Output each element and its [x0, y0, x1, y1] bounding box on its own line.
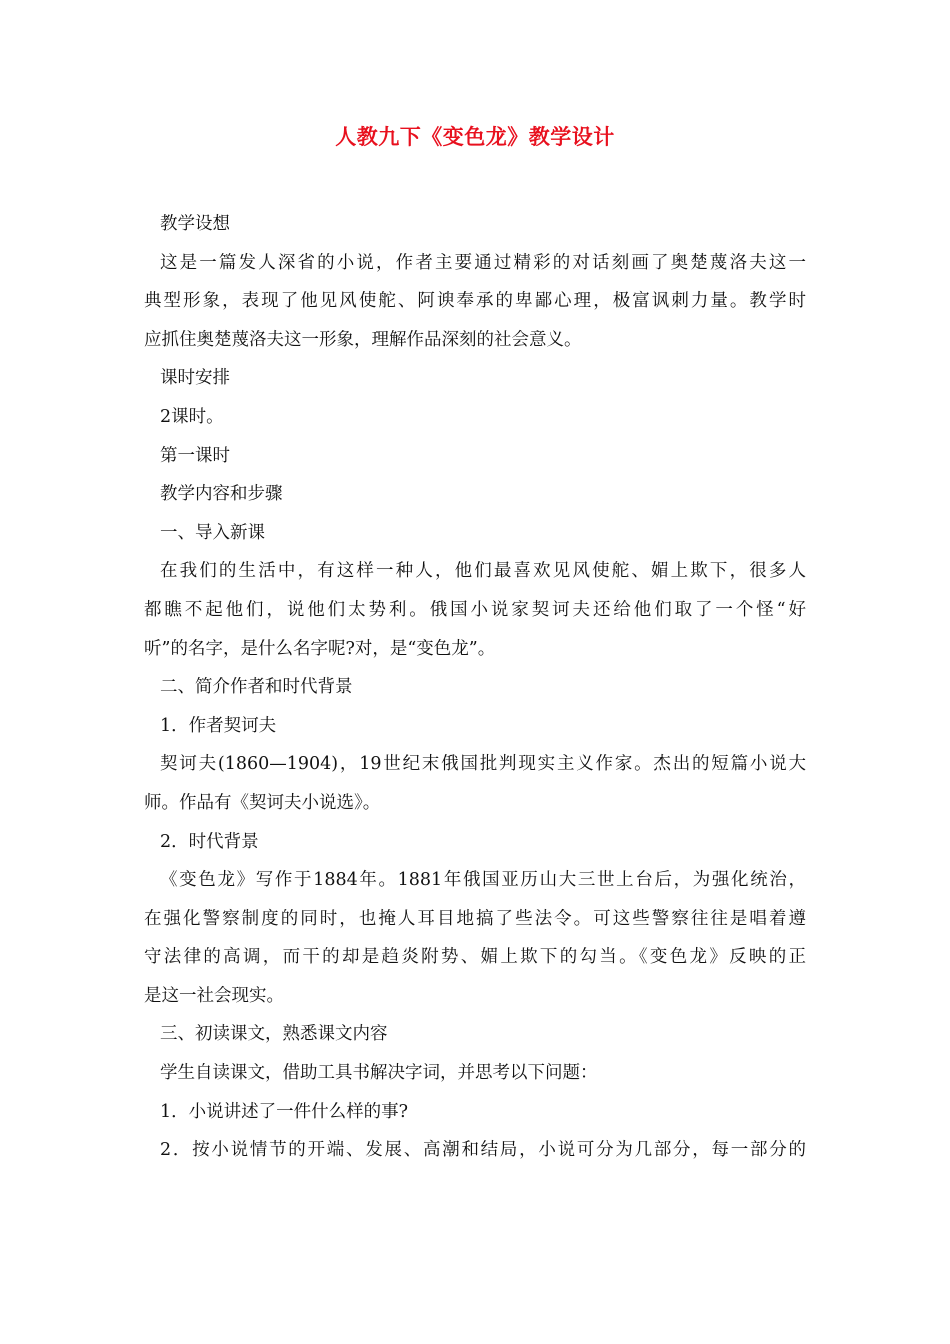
paragraph-line: 课时安排 — [160, 368, 230, 389]
document-title: 人教九下《变色龙》教学设计 — [335, 124, 615, 149]
paragraph-line: 学生自读课文，借助工具书解决字词，并思考以下问题： — [160, 1063, 598, 1084]
paragraph-line: 是这一社会现实。 — [144, 985, 284, 1006]
paragraph-line: 师。作品有《契诃夫小说选》。 — [144, 792, 381, 813]
paragraph-line: 第一课时 — [160, 445, 230, 466]
paragraph-line: 1．小说讲述了一件什么样的事? — [160, 1101, 409, 1122]
paragraph-line: 三、初读课文，熟悉课文内容 — [160, 1024, 388, 1045]
paragraph-line: 2课时。 — [160, 406, 224, 427]
paragraph-line: 教学内容和步骤 — [160, 484, 283, 505]
paragraph-line: 一、导入新课 — [160, 522, 265, 543]
paragraph-line: 这是一篇发人深省的小说，作者主要通过精彩的对话刻画了奥楚蔑洛夫这一 — [160, 252, 806, 273]
paragraph-line: 契诃夫(1860—1904)，19世纪末俄国批判现实主义作家。杰出的短篇小说大 — [160, 754, 806, 775]
paragraph-line: 在我们的生活中，有这样一种人，他们最喜欢见风使舵、媚上欺下，很多人 — [160, 561, 806, 582]
paragraph-line: 都瞧不起他们，说他们太势利。俄国小说家契诃夫还给他们取了一个怪“好 — [144, 599, 806, 620]
paragraph-line: 听”的名字，是什么名字呢?对，是“变色龙”。 — [144, 638, 496, 659]
paragraph-line: 守法律的高调，而干的却是趋炎附势、媚上欺下的勾当。《变色龙》反映的正 — [144, 947, 806, 968]
paragraph-line: 《变色龙》写作于1884年。1881年俄国亚历山大三世上台后，为强化统治， — [160, 870, 806, 891]
paragraph-line: 在强化警察制度的同时，也掩人耳目地搞了些法令。可这些警察往往是唱着遵 — [144, 908, 806, 929]
paragraph-line: 教学设想 — [160, 214, 230, 234]
paragraph-line: 应抓住奥楚蔑洛夫这一形象，理解作品深刻的社会意义。 — [144, 329, 582, 350]
paragraph-line: 典型形象，表现了他见风使舵、阿谀奉承的卑鄙心理，极富讽刺力量。教学时 — [144, 291, 806, 312]
paragraph-line: 1．作者契诃夫 — [160, 715, 277, 736]
paragraph-line: 二、简介作者和时代背景 — [160, 677, 353, 698]
paragraph-line: 2．时代背景 — [160, 831, 259, 852]
document-body — [144, 205, 806, 1170]
paragraph-line: 2．按小说情节的开端、发展、高潮和结局，小说可分为几部分，每一部分的 — [160, 1140, 806, 1161]
